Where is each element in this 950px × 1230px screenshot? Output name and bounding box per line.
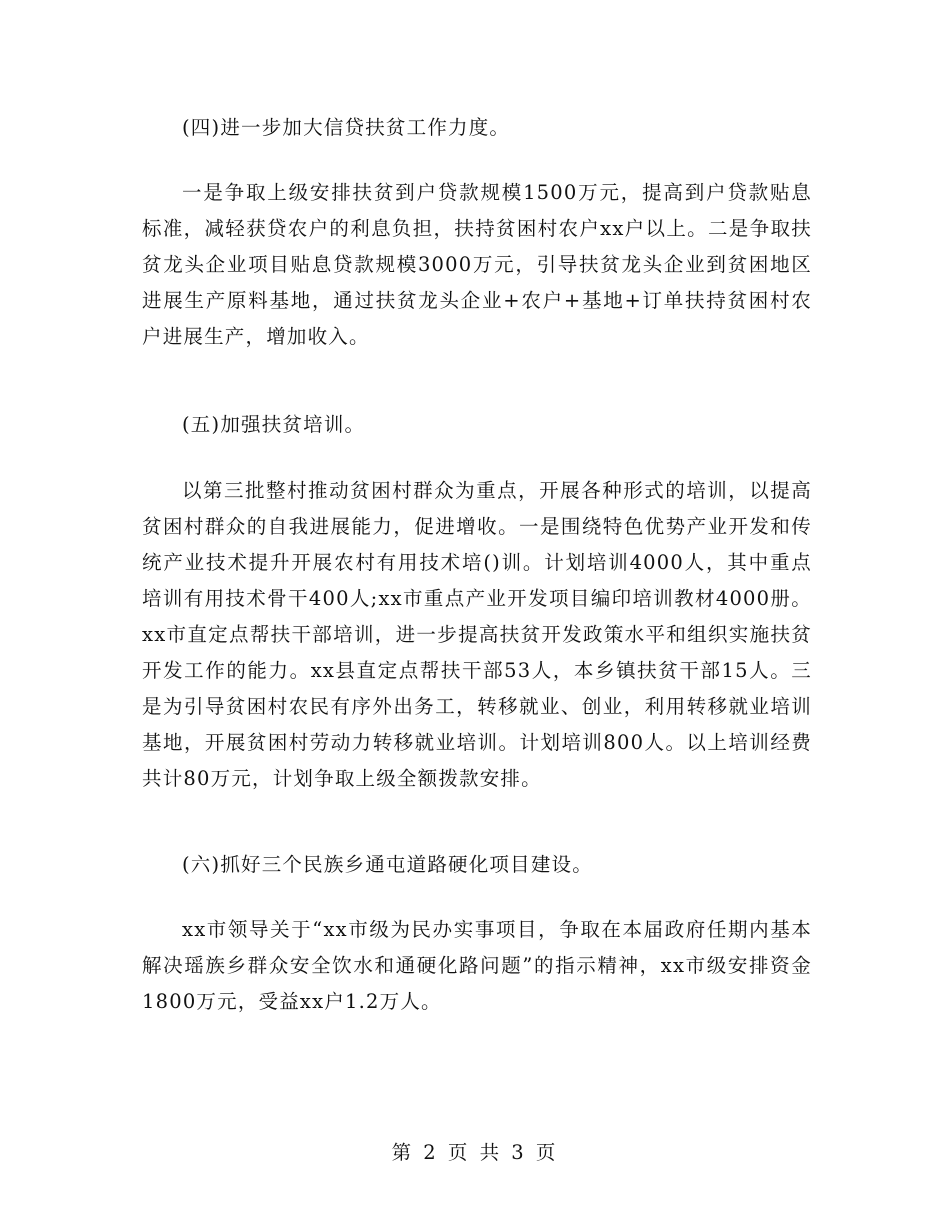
page-number-footer: 第 2 页 共 3 页	[391, 1141, 559, 1164]
section-heading-6: (六)抓好三个民族乡通屯道路硬化项目建设。	[182, 853, 593, 876]
section-heading-5: (五)加强扶贫培训。	[182, 413, 366, 436]
paragraph-credit-poverty-relief: 一是争取上级安排扶贫到户贷款规模1500万元，提高到户贷款贴息标准，减轻获贷农户的利息负担，扶持贫困村农户xx户以上。二是争取扶贫龙头企业项目贴息贷款规模3000万元，引导扶贫龙头企业到贫困地区进展生产原料基地，通过扶贫龙头企业+农户+基地+订单扶持贫困村农户进展生产，增加收入。	[142, 181, 812, 348]
paragraph-poverty-training: 以第三批整村推动贫困村群众为重点，开展各种形式的培训，以提高贫困村群众的自我进展能力，促进增收。一是围绕特色优势产业开发和传统产业技术提升开展农村有用技术培()训。计划培训4000人，其中重点培训有用技术骨干400人;xx市重点产业开发项目编印培训教材4000册。xx市直定点帮扶干部培训，进一步提高扶贫开发政策水平和组织实施扶贫开发工作的能力。xx县直定点帮扶干部53人，本乡镇扶贫干部15人。三是为引导贫困村农民有序外出务工，转移就业、创业，利用转移就业培训基地，开展贫困村劳动力转移就业培训。计划培训800人。以上培训经费共计80万元，计划争取上级全额拨款安排。	[142, 479, 812, 790]
section-heading-4: (四)进一步加大信贷扶贫工作力度。	[182, 116, 511, 139]
paragraph-road-hardening: xx市领导关于“xx市级为民办实事项目，争取在本届政府任期内基本解决瑶族乡群众安全饮水和通硬化路问题”的指示精神，xx市级安排资金1800万元，受益xx户1.2万人。	[142, 918, 812, 1013]
